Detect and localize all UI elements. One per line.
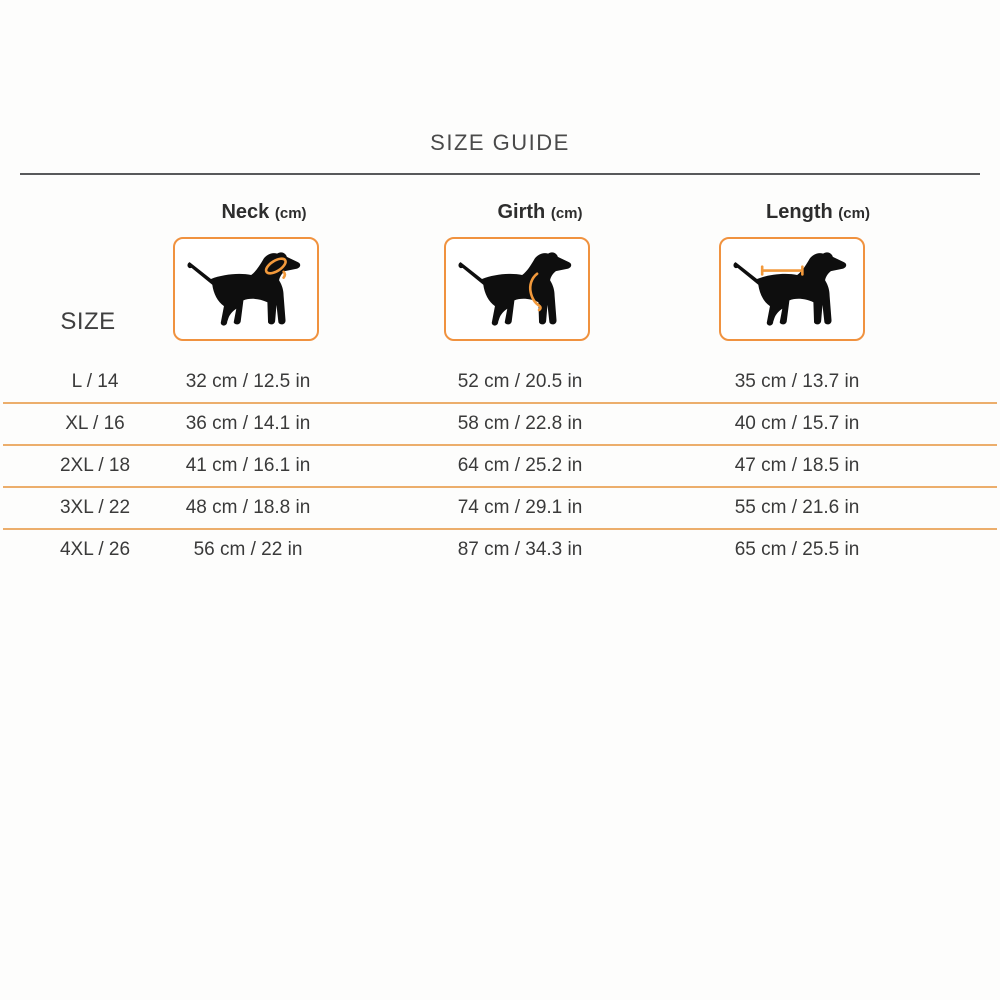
neck-header-label: Neck bbox=[221, 201, 270, 223]
size-cell: 3XL / 22 bbox=[59, 497, 131, 518]
neck-cell: 41 cm / 16.1 in bbox=[185, 455, 311, 476]
dog-girth-measure-icon bbox=[450, 242, 584, 336]
girth-header-unit: (cm) bbox=[550, 205, 583, 222]
size-column-header: SIZE bbox=[60, 308, 116, 335]
size-table bbox=[3, 362, 997, 570]
neck-cell: 48 cm / 18.8 in bbox=[185, 497, 311, 518]
top-divider bbox=[20, 173, 980, 175]
neck-cell: 32 cm / 12.5 in bbox=[185, 371, 311, 392]
girth-cell: 64 cm / 25.2 in bbox=[457, 455, 583, 476]
girth-cell: 87 cm / 34.3 in bbox=[457, 539, 583, 560]
column-header-length bbox=[766, 201, 870, 224]
length-cell: 35 cm / 13.7 in bbox=[734, 371, 860, 392]
neck-header-unit: (cm) bbox=[274, 205, 307, 222]
girth-cell: 52 cm / 20.5 in bbox=[457, 371, 583, 392]
dog-neck-measure-icon bbox=[179, 242, 313, 336]
column-header-neck bbox=[221, 201, 306, 224]
column-header-girth bbox=[497, 201, 582, 224]
dog-length-measure-icon bbox=[725, 242, 859, 336]
length-header-unit: (cm) bbox=[838, 205, 870, 222]
size-cell: L / 14 bbox=[71, 371, 119, 392]
size-cell: 2XL / 18 bbox=[59, 455, 131, 476]
table-row bbox=[3, 530, 997, 570]
length-cell: 47 cm / 18.5 in bbox=[734, 455, 860, 476]
table-row bbox=[3, 446, 997, 488]
girth-cell: 74 cm / 29.1 in bbox=[457, 497, 583, 518]
neck-cell: 36 cm / 14.1 in bbox=[185, 413, 311, 434]
page-title: SIZE GUIDE bbox=[430, 130, 570, 155]
length-header-label: Length bbox=[766, 201, 833, 223]
length-cell: 40 cm / 15.7 in bbox=[734, 413, 860, 434]
neck-measure-illustration bbox=[173, 237, 319, 341]
girth-header-label: Girth bbox=[497, 201, 546, 223]
table-row bbox=[3, 404, 997, 446]
neck-cell: 56 cm / 22 in bbox=[193, 539, 303, 560]
table-row bbox=[3, 488, 997, 530]
girth-measure-illustration bbox=[444, 237, 590, 341]
length-cell: 65 cm / 25.5 in bbox=[734, 539, 860, 560]
girth-cell: 58 cm / 22.8 in bbox=[457, 413, 583, 434]
length-cell: 55 cm / 21.6 in bbox=[734, 497, 860, 518]
table-row bbox=[3, 362, 997, 404]
length-measure-illustration bbox=[719, 237, 865, 341]
size-cell: XL / 16 bbox=[65, 413, 125, 434]
size-cell: 4XL / 26 bbox=[59, 539, 131, 560]
